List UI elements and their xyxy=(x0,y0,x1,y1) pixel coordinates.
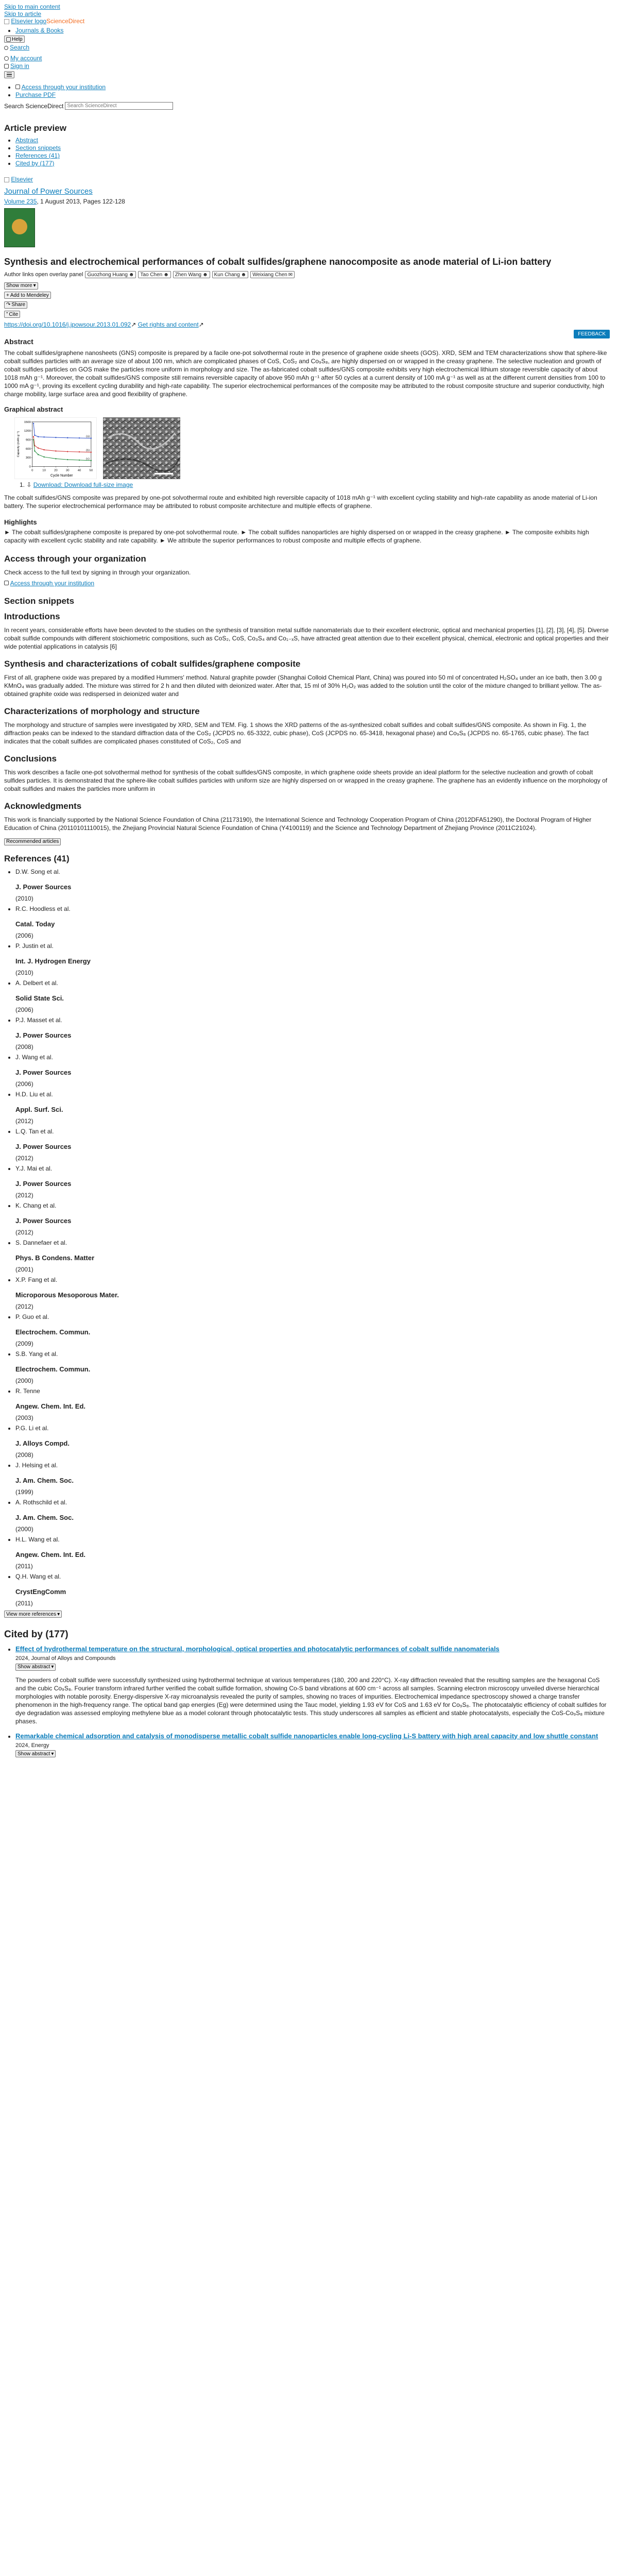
citing-article-meta: 2024, Energy xyxy=(15,1742,49,1749)
add-mendeley-label: Add to Mendeley xyxy=(10,292,49,298)
snippet-introductions xyxy=(4,612,614,651)
reference-item xyxy=(15,1462,614,1496)
x-tick-label: 20 xyxy=(54,469,58,472)
citing-article-title[interactable]: • Remarkable chemical adsorption and catalysis of monodisperse metallic cobalt sulfide nanoparticles enable long-cycling Li-S battery with high areal capacity and low shuttle constant xyxy=(15,1732,598,1740)
reference-journal: J. Power Sources xyxy=(15,1031,72,1039)
data-point xyxy=(33,423,34,424)
person-icon: ☻ xyxy=(241,272,247,278)
reference-year: (2012) xyxy=(15,1228,33,1236)
authors xyxy=(4,271,614,278)
snippet-acknowledgments xyxy=(4,801,614,832)
rights-link[interactable]: Get rights and content xyxy=(138,321,199,328)
menu-button[interactable] xyxy=(4,71,14,78)
graphical-abstract-heading: Graphical abstract xyxy=(4,405,63,413)
series-line xyxy=(33,437,91,452)
series-label: (b) xyxy=(86,449,90,452)
top-navigation xyxy=(4,27,614,110)
data-point xyxy=(79,437,80,438)
reference-journal: Electrochem. Commun. xyxy=(15,1328,91,1336)
reference-item xyxy=(15,1128,614,1162)
share-label: Share xyxy=(11,302,26,308)
reference-journal: Appl. Surf. Sci. xyxy=(15,1105,63,1113)
y-tick-label: 900 xyxy=(25,438,31,442)
figure-number: 1. xyxy=(20,481,25,488)
data-point xyxy=(79,460,80,461)
reference-author: • Q.H. Wang et al. xyxy=(15,1572,61,1580)
journal-name-link[interactable]: Journal of Power Sources xyxy=(4,187,93,196)
show-abstract-button[interactable] xyxy=(15,1750,56,1757)
snippet-text: This work describes a facile one-pot solvothermal method for synthesis of the cobalt sulfides/GNS composite, in which graphene oxide sheets provide an ideal platform for the selective nucleation and growth of cobalt sulfides particles. It is demonstrated that the sphere-like cobalt sulfides particles with uniform size are highly dispersed on or wrapped in the creasy graphene. The graphene has an evidently influence on the morphology of cobalt sulfides and makes the particles more uniform in xyxy=(4,769,608,792)
reference-journal: Catal. Today xyxy=(15,920,55,928)
abstract-heading: Abstract xyxy=(4,337,33,346)
reference-item xyxy=(15,868,614,902)
journal-header xyxy=(4,176,614,247)
chevron-down-icon: ▾ xyxy=(57,1611,60,1617)
snippet-conclusions xyxy=(4,754,614,793)
share-button[interactable] xyxy=(4,301,27,309)
snippet-title: Conclusions xyxy=(4,754,57,764)
reference-author: • Y.J. Mai et al. xyxy=(15,1164,53,1172)
help-label: Help xyxy=(12,36,23,42)
journals-books-link[interactable]: Journals & Books xyxy=(15,27,64,34)
reference-year: (2008) xyxy=(15,1043,33,1050)
reference-year: (2012) xyxy=(15,1117,33,1125)
chevron-down-icon: ▾ xyxy=(33,283,36,289)
sciencedirect-wordmark: ScienceDirect xyxy=(46,18,85,25)
series-label: (c) xyxy=(86,457,90,461)
highlights-heading: Highlights xyxy=(4,518,37,526)
reference-author: • A. Rothschild et al. xyxy=(15,1498,67,1506)
x-tick-label: 40 xyxy=(77,469,81,472)
cited-by-list xyxy=(4,1645,614,1757)
reference-year: (2006) xyxy=(15,931,33,939)
sem-image xyxy=(103,417,180,479)
search-link[interactable]: Search xyxy=(10,44,30,51)
snippet-text: In recent years, considerable efforts have been devoted to the studies on the synthesis of transition metal sulfide nanomaterials due to their excellent electronic, optical and mechanical properties [1], [2], [3], [4], [5]. Diverse cobalt sulfide compounds with different stoichiometric compositions, such as CoS₂, CoS, Co₃S₄ and Co₁₋ₓS, have attracted great attention due to their excellent physical, chemical, electronic and optical properties and their wide potential applications in catalysis [6] xyxy=(4,626,609,650)
external-link-icon: ↗ xyxy=(198,321,204,328)
reference-item xyxy=(15,1165,614,1199)
volume-link[interactable]: Volume 235 xyxy=(4,198,37,205)
help-icon xyxy=(6,37,11,42)
authors-label: Author links open overlay panel xyxy=(4,272,83,278)
email-icon: ✉ xyxy=(288,272,293,278)
citing-article xyxy=(15,1732,614,1758)
reference-item xyxy=(15,1536,614,1570)
person-icon: ☻ xyxy=(202,272,208,278)
cite-button[interactable] xyxy=(4,311,20,318)
highlights-text: ► The cobalt sulfides/graphene composite is prepared by one-pot solvothermal route. ► The cobalt sulfides nanoparticles are highly dispersed on or wrapped in the creasy graphene. ► The composite exhibits high capacity with excellent cyclic stability and rate capability. ► We attribute the superior performances to robust composite and multiple effects of graphene. xyxy=(4,529,589,544)
search-label: Search ScienceDirect xyxy=(4,102,64,110)
references-entries xyxy=(4,868,614,1607)
chevron-down-icon: ▾ xyxy=(51,1751,54,1757)
access-institution-link[interactable]: Access through your institution xyxy=(21,83,106,91)
view-more-references-button[interactable] xyxy=(4,1611,62,1618)
reference-year: (2006) xyxy=(15,1080,33,1088)
nav-abstract[interactable]: Abstract xyxy=(15,137,39,144)
download-full-size-link[interactable]: Download: Download full-size image xyxy=(33,481,133,488)
search-input[interactable] xyxy=(65,102,173,110)
data-point xyxy=(55,450,56,451)
reference-year: (2001) xyxy=(15,1265,33,1273)
article-preview-heading: Article preview xyxy=(4,123,66,133)
author-name: Weixiang Chen xyxy=(252,272,287,278)
data-point xyxy=(67,459,68,460)
reference-journal: J. Power Sources xyxy=(15,1179,72,1188)
cite-label: Cite xyxy=(9,311,19,317)
reference-journal: J. Power Sources xyxy=(15,1142,72,1150)
series-line xyxy=(33,423,91,438)
reference-year: (2012) xyxy=(15,1191,33,1199)
y-tick-label: 0 xyxy=(29,465,31,469)
reference-year: (2011) xyxy=(15,1599,33,1607)
author-button[interactable] xyxy=(212,271,249,278)
reference-year: (2003) xyxy=(15,1414,33,1421)
citing-article-abstract: The powders of cobalt sulfide were successfully synthesized using hydrothermal technique at various temperatures (180, 200 and 220°C). X-ray diffraction revealed that the resulting samples are the hexagonal CoS and the cubic Co₉S₈. Fourier transform infrared further verified the cobalt sulfide formation, showing Co-S band vibrations at 600 cm⁻¹ across all samples. Scanning electron microscopy unveiled diverse hierarchical morphologies with notable porosity. Energy-dispersive X-ray microanalysis revealed the purity of samples, showing no traces of impurities. Electrochemical impedance spectroscopy showed a charge transfer phenomenon in the high-frequency range. The optical band gap energies (Eg) were determined using the Tauc model, yielding 1.93 eV for CoS and 1.63 eV for Co₉S₈. The photocatalytic efficiency of cobalt sulfides for dye degradation was assessed employing methylene blue as a model colorant through photocatalytic tests. This study underscores all samples as efficient and stable photocatalysts, especially the CoS-Co₉S₈ mixture phases. xyxy=(15,1676,607,1725)
reference-item xyxy=(15,1573,614,1607)
show-more-authors-button[interactable] xyxy=(4,282,38,290)
show-abstract-label: Show abstract xyxy=(18,1664,50,1670)
reference-author: • L.Q. Tan et al. xyxy=(15,1127,54,1135)
data-point xyxy=(38,447,39,448)
reference-journal: Int. J. Hydrogen Energy xyxy=(15,957,91,965)
chevron-down-icon: ▾ xyxy=(51,1664,54,1670)
my-account-link[interactable]: My account xyxy=(10,55,42,62)
series-line xyxy=(33,439,91,460)
series-label: (a) xyxy=(86,435,90,438)
access-through-institution-link[interactable]: Access through your institution xyxy=(10,580,95,587)
reference-year: (2011) xyxy=(15,1562,33,1570)
citing-article xyxy=(15,1645,614,1725)
citing-article-meta: 2024, Journal of Alloys and Compounds xyxy=(15,1655,116,1662)
reference-year: (2010) xyxy=(15,894,33,902)
author-button[interactable] xyxy=(138,271,170,278)
author-name: Zhen Wang xyxy=(175,272,202,278)
data-point xyxy=(43,456,44,457)
y-tick-label: 300 xyxy=(25,456,31,460)
author-button[interactable] xyxy=(85,271,136,278)
reference-journal: Angew. Chem. Int. Ed. xyxy=(15,1550,86,1558)
reference-year: (2000) xyxy=(15,1377,33,1384)
author-name: Guozhong Huang xyxy=(87,272,128,278)
y-tick-label: 600 xyxy=(25,447,31,451)
institution-icon xyxy=(15,84,20,89)
reference-year: (2009) xyxy=(15,1340,33,1347)
quote-icon: ” xyxy=(6,311,8,317)
reference-journal: Electrochem. Commun. xyxy=(15,1365,91,1373)
reference-journal: J. Am. Chem. Soc. xyxy=(15,1476,74,1484)
chart-frame xyxy=(32,422,91,467)
elsevier-alt: Elsevier xyxy=(11,176,33,183)
data-point xyxy=(43,449,44,450)
plus-icon: + xyxy=(6,292,9,298)
doi-link[interactable]: https://doi.org/10.1016/j.jpowsour.2013.01.092 xyxy=(4,321,131,328)
help-button[interactable] xyxy=(4,36,25,43)
snippet-text: This work is financially supported by the National Science Foundation of China (21173190), the International Science and Technology Cooperation Program of China (2012DFA51290), the Doctoral Program of Higher Education of China (20110101110015), the Zhejiang Provincial Natural Science Foundation of China (Y4100119) and the Science and Technology Department of Zhejiang Province (2011C21024). xyxy=(4,816,592,832)
data-point xyxy=(33,439,34,440)
skip-links xyxy=(4,3,614,18)
reference-item xyxy=(15,1425,614,1459)
reference-item xyxy=(15,1239,614,1273)
reference-year: (2000) xyxy=(15,1525,33,1533)
data-point xyxy=(55,458,56,459)
nav-section-snippets[interactable]: Section snippets xyxy=(15,144,61,151)
volume-info: , 1 August 2013, Pages 122-128 xyxy=(37,198,125,205)
reference-journal: J. Alloys Compd. xyxy=(15,1439,70,1447)
reference-journal: J. Power Sources xyxy=(15,883,72,891)
y-tick-label: 1200 xyxy=(24,430,31,433)
reference-item xyxy=(15,1350,614,1384)
data-point xyxy=(38,436,39,437)
search-icon[interactable] xyxy=(4,46,8,50)
snippet-title: Acknowledgments xyxy=(4,801,82,811)
y-axis-label: Capacity (mAh g⁻¹) xyxy=(17,431,21,457)
show-more-label: Show more xyxy=(6,283,32,289)
reference-journal: Angew. Chem. Int. Ed. xyxy=(15,1402,86,1410)
reference-author: • H.L. Wang et al. xyxy=(15,1535,60,1543)
reference-item xyxy=(15,1202,614,1236)
data-point xyxy=(43,436,44,437)
reference-year: (2006) xyxy=(15,1006,33,1013)
reference-author: • H.D. Liu et al. xyxy=(15,1090,53,1098)
show-abstract-button[interactable] xyxy=(15,1664,56,1671)
reference-author: • A. Delbert et al. xyxy=(15,979,58,987)
account-icon xyxy=(4,56,9,61)
y-tick-label: 1500 xyxy=(24,420,31,424)
reference-author: • J. Helsing et al. xyxy=(15,1461,58,1469)
external-link-icon: ↗ xyxy=(131,321,136,328)
reference-author: • J. Wang et al. xyxy=(15,1053,53,1061)
reference-item xyxy=(15,1313,614,1347)
reference-author: • P.G. Li et al. xyxy=(15,1424,49,1432)
reference-item xyxy=(15,905,614,939)
data-point xyxy=(91,437,92,438)
author-name: Tao Chen xyxy=(140,272,163,278)
recommended-articles-button[interactable]: Recommended articles xyxy=(4,838,61,845)
reference-journal: J. Am. Chem. Soc. xyxy=(15,1513,74,1521)
reference-item xyxy=(15,942,614,976)
reference-item xyxy=(15,979,614,1013)
graphical-abstract-caption: The cobalt sulfides/GNS composite was prepared by one-pot solvothermal route and exhibited high reversible capacity of 1018 mAh g⁻¹ with excellent cycling stability and high-rate capability as anode material of Li-ion battery. The superior electrochemical performance may be attributed to robust composite architecture and multiple effects of graphene. xyxy=(4,494,597,510)
x-tick-label: 50 xyxy=(89,469,93,472)
download-icon: ⇩ xyxy=(26,481,32,488)
section-snippets-heading: Section snippets xyxy=(4,596,75,606)
sign-in-icon xyxy=(4,64,9,69)
data-point xyxy=(34,435,35,436)
author-button[interactable] xyxy=(173,271,210,278)
data-point xyxy=(33,436,34,437)
elsevier-logo-icon xyxy=(4,19,9,24)
sign-in-link[interactable]: Sign in xyxy=(10,62,29,70)
reference-year: (1999) xyxy=(15,1488,33,1496)
cited-by-heading: Cited by (177) xyxy=(4,1629,68,1640)
reference-year: (2008) xyxy=(15,1451,33,1459)
elsevier-publisher-logo[interactable] xyxy=(4,176,614,183)
view-more-label: View more references xyxy=(6,1611,57,1617)
references-heading: References (41) xyxy=(4,853,70,863)
reference-journal: Solid State Sci. xyxy=(15,994,64,1002)
reference-item xyxy=(15,1276,614,1310)
reference-author: • S. Dannefaer et al. xyxy=(15,1239,67,1246)
journal-cover-image[interactable] xyxy=(4,208,35,247)
article-preview-nav xyxy=(4,137,614,167)
graphical-abstract-figure[interactable] xyxy=(14,417,614,479)
show-abstract-label: Show abstract xyxy=(18,1751,50,1757)
brand-logo[interactable] xyxy=(4,18,614,25)
reference-year: (2012) xyxy=(15,1154,33,1162)
reference-journal: J. Power Sources xyxy=(15,1068,72,1076)
access-text: Check access to the full text by signing in through your organization. xyxy=(4,569,191,576)
snippet-text: The morphology and structure of samples were investigated by XRD, SEM and TEM. Fig. 1 shows the XRD patterns of the as-synthesized cobalt sulfides and cobalt sulfides/GNS composite. As shown in Fig. 1, the diffraction peaks can be indexed to the standard diffraction data of the CoS₂ (JCPDS no. 65-3322, cubic phase), CoS (JCPDS no. 65-3418, hexagonal phase) and Co₉S₈ (JCPDS no. 65-1765, cubic phase). The fact indicates that the cobalt sulfides are complicated phases constituted of CoS₂, CoS and xyxy=(4,721,589,745)
article-title: Synthesis and electrochemical performances of cobalt sulfides/graphene nanocomposite as anode material of Li-ion battery xyxy=(4,257,552,267)
author-button[interactable] xyxy=(250,271,295,278)
reference-journal: CrystEngComm xyxy=(15,1587,66,1596)
person-icon: ☻ xyxy=(163,272,169,278)
reference-author: • P. Justin et al. xyxy=(15,942,54,950)
reference-item xyxy=(15,1091,614,1125)
x-axis-label: Cycle Number xyxy=(50,474,73,478)
data-point xyxy=(55,437,56,438)
data-point xyxy=(91,460,92,461)
add-mendeley-button[interactable] xyxy=(4,292,51,299)
share-icon: ↷ xyxy=(6,302,11,308)
reference-journal: Microporous Mesoporous Mater. xyxy=(15,1291,119,1299)
reference-journal: Phys. B Condens. Matter xyxy=(15,1253,95,1262)
reference-item xyxy=(15,1387,614,1421)
x-tick-label: 10 xyxy=(42,469,46,472)
data-point xyxy=(34,450,35,451)
data-point xyxy=(91,452,92,453)
x-tick-label: 30 xyxy=(65,469,70,472)
data-point xyxy=(67,451,68,452)
reference-author: • P.J. Masset et al. xyxy=(15,1016,62,1024)
snippet-text: First of all, graphene oxide was prepared by a modified Hummers' method. Natural graphite powder (Shanghai Colloid Chemical Plant, China) was poured into 50 ml of concentrated H₂SO₄ under an ice bath, then 3.00 g KMnO₄ was gradually added. The mixture was stirred for 2 h and then diluted with deionized water. After that, 15 ml of 30% H₂O₂ was added to the solution until the color of the mixture changed to brilliant yellow. The as-obtained graphite oxide was redispersed in deionized water and xyxy=(4,674,602,698)
reference-year: (2010) xyxy=(15,969,33,976)
reference-author: • K. Chang et al. xyxy=(15,1201,57,1209)
person-icon: ☻ xyxy=(128,272,134,278)
feedback-button[interactable]: FEEDBACK xyxy=(574,330,610,338)
data-point xyxy=(79,451,80,452)
reference-year: (2012) xyxy=(15,1302,33,1310)
snippet-synthesis xyxy=(4,659,614,698)
institution-icon xyxy=(4,581,9,585)
reference-author: • R. Tenne xyxy=(15,1387,40,1395)
abstract-text: The cobalt sulfides/graphene nanosheets (GNS) composite is prepared by a facile one-pot solvothermal route in the presence of graphene oxide sheets (GOS). XRD, SEM and TEM characterizations show that sphere-like cobalt sulfides particles with an average size of about 100 nm, which are complicated phases of CoS, CoS₂ and Co₉S₈, are highly dispersed on or wrapped in the creasy graphene. The selective nucleation and growth of cobalt sulfides particles on GOS make the particles more uniform in morphology and size. The as-fabricated cobalt sulfides/GNS composite exhibits very high electrochemical lithium storage reversible capacity of about 1018 mAh g⁻¹. Moreover, the cobalt sulfides/GNS composite still remains reversible capacity of above 950 mAh g⁻¹ after 50 cycles at a current density of 100 mA g⁻¹ as well as at the different current densities from 100 to 1000 mA g⁻¹, proving its excellent cycling durability and high-rate capability. The superior electrochemical performances of the composite may be attributed to the robust composite structure and superior conductivity, high charge mobility, large surface area and good flexibility of graphene. xyxy=(4,349,607,398)
references-list xyxy=(4,868,614,1607)
snippet-title: Synthesis and characterizations of cobalt sulfides/graphene composite xyxy=(4,659,301,669)
nav-cited-by[interactable]: Cited by (177) xyxy=(15,160,55,167)
reference-item xyxy=(15,1054,614,1088)
figure-download xyxy=(20,481,614,488)
elsevier-logo-alt: Elsevier logo xyxy=(11,18,47,25)
reference-author: • R.C. Hoodless et al. xyxy=(15,905,71,912)
skip-to-article-link[interactable]: Skip to article xyxy=(4,10,42,18)
nav-references[interactable]: References (41) xyxy=(15,152,60,159)
access-heading: Access through your organization xyxy=(4,554,146,564)
x-tick-label: 0 xyxy=(31,469,33,472)
data-point xyxy=(38,454,39,455)
reference-item xyxy=(15,1016,614,1050)
reference-author: • P. Guo et al. xyxy=(15,1313,49,1320)
snippet-title: Introductions xyxy=(4,612,60,621)
author-name: Kun Chang xyxy=(214,272,240,278)
reference-journal: J. Power Sources xyxy=(15,1216,72,1225)
skip-to-main-link[interactable]: Skip to main content xyxy=(4,3,60,10)
snippet-characterizations xyxy=(4,706,614,745)
reference-item xyxy=(15,1499,614,1533)
elsevier-tree-icon xyxy=(4,177,9,182)
data-point xyxy=(67,437,68,438)
reference-author: • X.P. Fang et al. xyxy=(15,1276,58,1283)
snippet-title: Characterizations of morphology and structure xyxy=(4,706,200,716)
reference-author: • D.W. Song et al. xyxy=(15,868,60,875)
capacity-chart xyxy=(14,417,97,479)
purchase-pdf-link[interactable]: Purchase PDF xyxy=(15,91,56,98)
reference-author: • S.B. Yang et al. xyxy=(15,1350,58,1358)
citing-article-title[interactable]: • Effect of hydrothermal temperature on the structural, morphological, optical properties and photocatalytic performances of cobalt sulfide nanomaterials xyxy=(15,1645,500,1653)
